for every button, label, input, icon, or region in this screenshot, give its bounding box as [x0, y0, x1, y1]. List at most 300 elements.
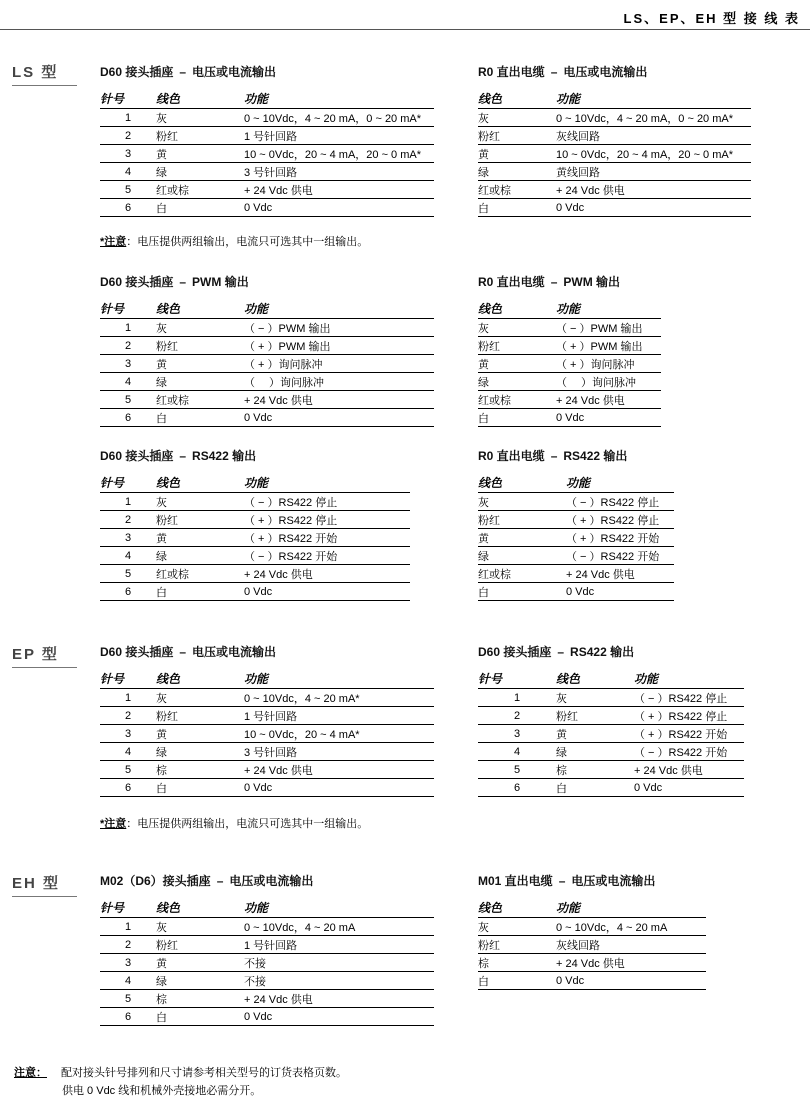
- function: 3 号针回路: [244, 163, 434, 181]
- footer-label: 注意：: [14, 1067, 47, 1079]
- table-row: [478, 373, 661, 391]
- function: 0 Vdc: [566, 583, 674, 601]
- block-title: [478, 63, 751, 80]
- table-row: [478, 127, 751, 145]
- function: 0 Vdc: [244, 1008, 434, 1026]
- table-row: [478, 689, 744, 707]
- function: （ − ）RS422 停止: [244, 493, 410, 511]
- wiring-table: [478, 899, 706, 990]
- wire-color: 白: [478, 972, 556, 990]
- title-dash: –: [216, 874, 224, 888]
- column-header: 线色: [556, 670, 634, 689]
- wire-color: 粉红: [556, 707, 634, 725]
- function: （ + ）PWM 输出: [556, 337, 661, 355]
- function: 0 Vdc: [556, 972, 706, 990]
- table-header-row: [478, 300, 661, 319]
- pin-number: 4: [100, 972, 156, 990]
- table-row: [100, 145, 434, 163]
- function: 0 Vdc: [244, 779, 434, 797]
- wiring-table: [478, 474, 674, 601]
- block-title: [100, 447, 410, 464]
- pin-number: 1: [100, 319, 156, 337]
- wire-color: 绿: [156, 163, 244, 181]
- function: + 24 Vdc 供电: [556, 954, 706, 972]
- pin-number: 5: [100, 181, 156, 199]
- wire-color: 白: [156, 583, 244, 601]
- table-row: [100, 109, 434, 127]
- column-header: 线色: [156, 899, 244, 918]
- wire-color: 黄: [478, 529, 566, 547]
- table-row: [100, 391, 434, 409]
- pin-number: 2: [100, 511, 156, 529]
- table-header-row: [100, 90, 434, 109]
- column-header: 线色: [478, 899, 556, 918]
- ls-note: [100, 233, 368, 249]
- pin-number: 4: [100, 163, 156, 181]
- table-row: [100, 337, 434, 355]
- wire-color: 黄: [478, 355, 556, 373]
- function: 灰线回路: [556, 127, 751, 145]
- table-row: [100, 511, 410, 529]
- table-row: [100, 493, 410, 511]
- block-title: [100, 872, 434, 889]
- section-label-ls: LS 型: [12, 61, 77, 86]
- function: 0 Vdc: [244, 199, 434, 217]
- table-row: [478, 547, 674, 565]
- ls-d60-analog-block: [100, 63, 434, 217]
- connector-name: R0 直出电缆: [478, 275, 545, 289]
- function: 0 ~ 10Vdc，4 ~ 20 mA，0 ~ 20 mA*: [556, 109, 751, 127]
- block-title: [100, 273, 434, 290]
- wire-color: 红或棕: [156, 565, 244, 583]
- table-header-row: [478, 474, 674, 493]
- function: 0 ~ 10Vdc，4 ~ 20 mA，0 ~ 20 mA*: [244, 109, 434, 127]
- wire-color: 绿: [478, 163, 556, 181]
- wire-color: 灰: [156, 109, 244, 127]
- block-title: [478, 447, 674, 464]
- column-header: 线色: [478, 474, 566, 493]
- function: 1 号针回路: [244, 936, 434, 954]
- function: 灰线回路: [556, 936, 706, 954]
- ls-r0-analog-block: [478, 63, 751, 217]
- function: （ − ）RS422 停止: [566, 493, 674, 511]
- table-row: [100, 373, 434, 391]
- pin-number: 6: [100, 1008, 156, 1026]
- function: 0 Vdc: [556, 409, 661, 427]
- table-row: [100, 761, 434, 779]
- wire-color: 白: [156, 409, 244, 427]
- function: （ − ）PWM 输出: [244, 319, 434, 337]
- pin-number: 6: [100, 409, 156, 427]
- table-row: [478, 511, 674, 529]
- wire-color: 黄: [156, 145, 244, 163]
- output-type: RS422 输出: [563, 449, 628, 463]
- wire-color: 白: [478, 583, 566, 601]
- table-row: [478, 707, 744, 725]
- wire-color: 灰: [556, 689, 634, 707]
- connector-name: R0 直出电缆: [478, 449, 545, 463]
- wiring-table: [100, 300, 434, 427]
- connector-name: D60 接头插座: [100, 645, 174, 659]
- wire-color: 灰: [156, 689, 244, 707]
- pin-number: 5: [478, 761, 556, 779]
- table-row: [478, 583, 674, 601]
- function: （ + ）询问脉冲: [244, 355, 434, 373]
- table-row: [100, 127, 434, 145]
- pin-number: 1: [100, 689, 156, 707]
- table-row: [478, 109, 751, 127]
- function: 黄线回路: [556, 163, 751, 181]
- table-row: [100, 707, 434, 725]
- section-label-eh: EH 型: [12, 872, 77, 897]
- wire-color: 红或棕: [156, 181, 244, 199]
- table-row: [478, 743, 744, 761]
- eh-m02-analog-block: [100, 872, 434, 1026]
- pin-number: 2: [478, 707, 556, 725]
- block-title: [478, 872, 706, 889]
- function: （ + ）RS422 开始: [244, 529, 410, 547]
- ls-r0-pwm-block: [478, 273, 661, 427]
- column-header: 功能: [556, 300, 661, 319]
- wiring-table: [100, 899, 434, 1026]
- eh-m01-analog-block: [478, 872, 706, 990]
- output-type: RS422 输出: [570, 645, 635, 659]
- column-header: 功能: [566, 474, 674, 493]
- wire-color: 红或棕: [478, 565, 566, 583]
- function: （ − ）PWM 输出: [556, 319, 661, 337]
- title-dash: –: [179, 275, 187, 289]
- wire-color: 粉红: [478, 936, 556, 954]
- function: + 24 Vdc 供电: [556, 391, 661, 409]
- pin-number: 6: [100, 199, 156, 217]
- function: + 24 Vdc 供电: [244, 391, 434, 409]
- column-header: 线色: [478, 90, 556, 109]
- function: 0 ~ 10Vdc，4 ~ 20 mA: [556, 918, 706, 936]
- wire-color: 粉红: [156, 707, 244, 725]
- table-row: [478, 355, 661, 373]
- wire-color: 粉红: [156, 511, 244, 529]
- wire-color: 黄: [478, 145, 556, 163]
- ls-d60-rs422-block: [100, 447, 410, 601]
- table-row: [100, 199, 434, 217]
- wire-color: 绿: [156, 547, 244, 565]
- title-dash: –: [179, 65, 187, 79]
- footer-line-1: 配对接头针号排列和尺寸请参考相关型号的订货表格页数。: [61, 1067, 347, 1079]
- connector-name: D60 接头插座: [100, 65, 174, 79]
- table-row: [100, 743, 434, 761]
- function: 10 ~ 0Vdc，20 ~ 4 mA，20 ~ 0 mA*: [244, 145, 434, 163]
- table-row: [100, 918, 434, 936]
- function: + 24 Vdc 供电: [244, 181, 434, 199]
- pin-number: 3: [100, 529, 156, 547]
- output-type: 电压或电流输出: [571, 874, 656, 888]
- table-row: [100, 725, 434, 743]
- table-row: [478, 199, 751, 217]
- wire-color: 灰: [478, 109, 556, 127]
- column-header: 功能: [556, 899, 706, 918]
- wire-color: 灰: [156, 493, 244, 511]
- column-header: 功能: [244, 90, 434, 109]
- footer-note: [14, 1064, 347, 1100]
- pin-number: 5: [100, 761, 156, 779]
- block-title: [100, 643, 434, 660]
- wire-color: 绿: [156, 972, 244, 990]
- pin-number: 3: [100, 954, 156, 972]
- column-header: 功能: [556, 90, 751, 109]
- column-header: 针号: [100, 670, 156, 689]
- column-header: 线色: [156, 474, 244, 493]
- connector-name: M01 直出电缆: [478, 874, 553, 888]
- output-type: 电压或电流输出: [192, 65, 277, 79]
- pin-number: 2: [100, 337, 156, 355]
- output-type: 电压或电流输出: [229, 874, 314, 888]
- wiring-table: [100, 670, 434, 797]
- table-row: [478, 493, 674, 511]
- table-header-row: [478, 90, 751, 109]
- table-row: [478, 565, 674, 583]
- column-header: 针号: [100, 90, 156, 109]
- header-rule: [0, 29, 810, 30]
- pin-number: 4: [478, 743, 556, 761]
- wire-color: 灰: [478, 918, 556, 936]
- function: + 24 Vdc 供电: [244, 990, 434, 1008]
- function: （ + ）RS422 停止: [244, 511, 410, 529]
- column-header: 针号: [100, 474, 156, 493]
- table-row: [100, 355, 434, 373]
- function: 1 号针回路: [244, 707, 434, 725]
- pin-number: 2: [100, 936, 156, 954]
- wire-color: 黄: [156, 954, 244, 972]
- wire-color: 绿: [478, 547, 566, 565]
- wire-color: 白: [156, 1008, 244, 1026]
- function: 0 ~ 10Vdc，4 ~ 20 mA*: [244, 689, 434, 707]
- table-row: [100, 1008, 434, 1026]
- function: 10 ~ 0Vdc，20 ~ 4 mA*: [244, 725, 434, 743]
- column-header: 针号: [100, 899, 156, 918]
- table-row: [100, 936, 434, 954]
- ls-note-text: ：电压提供两组输出，电流只可选其中一组输出。: [126, 236, 369, 248]
- wire-color: 灰: [156, 319, 244, 337]
- function: 不接: [244, 972, 434, 990]
- wire-color: 粉红: [478, 511, 566, 529]
- table-row: [100, 163, 434, 181]
- function: （ − ）RS422 开始: [566, 547, 674, 565]
- wire-color: 粉红: [478, 337, 556, 355]
- wire-color: 红或棕: [478, 181, 556, 199]
- wire-color: 棕: [478, 954, 556, 972]
- function: （ ）询问脉冲: [244, 373, 434, 391]
- wire-color: 红或棕: [156, 391, 244, 409]
- function: 不接: [244, 954, 434, 972]
- wire-color: 粉红: [156, 337, 244, 355]
- ep-note-label: *注意: [100, 818, 127, 830]
- title-dash: –: [558, 874, 566, 888]
- table-row: [478, 725, 744, 743]
- function: 0 ~ 10Vdc，4 ~ 20 mA: [244, 918, 434, 936]
- wire-color: 绿: [156, 743, 244, 761]
- function: 10 ~ 0Vdc，20 ~ 4 mA，20 ~ 0 mA*: [556, 145, 751, 163]
- table-row: [478, 779, 744, 797]
- title-dash: –: [550, 449, 558, 463]
- wire-color: 白: [156, 779, 244, 797]
- wire-color: 棕: [156, 761, 244, 779]
- wire-color: 黄: [556, 725, 634, 743]
- pin-number: 6: [100, 779, 156, 797]
- ls-note-label: *注意: [100, 236, 127, 248]
- function: 0 Vdc: [244, 409, 434, 427]
- table-row: [478, 954, 706, 972]
- pin-number: 6: [100, 583, 156, 601]
- table-row: [100, 547, 410, 565]
- ep-d60-analog-block: [100, 643, 434, 797]
- column-header: 功能: [244, 474, 410, 493]
- wire-color: 黄: [156, 725, 244, 743]
- connector-name: R0 直出电缆: [478, 65, 545, 79]
- column-header: 针号: [478, 670, 556, 689]
- wire-color: 白: [478, 409, 556, 427]
- column-header: 针号: [100, 300, 156, 319]
- connector-name: D60 接头插座: [100, 275, 174, 289]
- table-row: [100, 583, 410, 601]
- wire-color: 灰: [478, 319, 556, 337]
- pin-number: 1: [100, 109, 156, 127]
- wire-color: 白: [478, 199, 556, 217]
- ls-r0-rs422-block: [478, 447, 674, 601]
- wire-color: 红或棕: [478, 391, 556, 409]
- pin-number: 3: [100, 725, 156, 743]
- wire-color: 白: [156, 199, 244, 217]
- ls-d60-pwm-block: [100, 273, 434, 427]
- wire-color: 黄: [156, 355, 244, 373]
- connector-name: D60 接头插座: [100, 449, 174, 463]
- table-row: [478, 936, 706, 954]
- wire-color: 绿: [478, 373, 556, 391]
- output-type: 电压或电流输出: [192, 645, 277, 659]
- function: + 24 Vdc 供电: [244, 565, 410, 583]
- block-title: [100, 63, 434, 80]
- function: + 24 Vdc 供电: [634, 761, 744, 779]
- wire-color: 棕: [556, 761, 634, 779]
- wire-color: 灰: [156, 918, 244, 936]
- table-row: [100, 565, 410, 583]
- table-row: [478, 145, 751, 163]
- column-header: 功能: [244, 899, 434, 918]
- table-row: [478, 409, 661, 427]
- function: + 24 Vdc 供电: [244, 761, 434, 779]
- wire-color: 绿: [556, 743, 634, 761]
- title-dash: –: [179, 449, 187, 463]
- title-dash: –: [550, 275, 558, 289]
- table-header-row: [478, 670, 744, 689]
- pin-number: 5: [100, 990, 156, 1008]
- table-row: [100, 409, 434, 427]
- table-row: [478, 163, 751, 181]
- function: （ + ）RS422 开始: [566, 529, 674, 547]
- connector-name: M02（D6）接头插座: [100, 874, 211, 888]
- output-type: PWM 输出: [563, 275, 621, 289]
- column-header: 线色: [156, 90, 244, 109]
- connector-name: D60 接头插座: [478, 645, 552, 659]
- ep-d60-rs422-block: [478, 643, 744, 797]
- table-row: [478, 181, 751, 199]
- wire-color: 粉红: [156, 127, 244, 145]
- wiring-table: [100, 90, 434, 217]
- output-type: 电压或电流输出: [563, 65, 648, 79]
- table-row: [100, 689, 434, 707]
- wire-color: 黄: [156, 529, 244, 547]
- column-header: 线色: [478, 300, 556, 319]
- pin-number: 1: [100, 493, 156, 511]
- block-title: [478, 273, 661, 290]
- wiring-table: [478, 670, 744, 797]
- table-row: [478, 761, 744, 779]
- function: 0 Vdc: [634, 779, 744, 797]
- table-row: [478, 972, 706, 990]
- pin-number: 3: [478, 725, 556, 743]
- ep-note: [100, 815, 368, 831]
- output-type: PWM 输出: [192, 275, 249, 289]
- function: 1 号针回路: [244, 127, 434, 145]
- table-row: [478, 529, 674, 547]
- table-row: [100, 990, 434, 1008]
- wiring-table: [478, 300, 661, 427]
- table-row: [478, 319, 661, 337]
- column-header: 功能: [634, 670, 744, 689]
- pin-number: 5: [100, 391, 156, 409]
- pin-number: 4: [100, 373, 156, 391]
- pin-number: 2: [100, 707, 156, 725]
- pin-number: 5: [100, 565, 156, 583]
- title-dash: –: [550, 65, 558, 79]
- table-row: [100, 529, 410, 547]
- pin-number: 1: [100, 918, 156, 936]
- table-row: [100, 954, 434, 972]
- table-header-row: [100, 300, 434, 319]
- table-header-row: [100, 670, 434, 689]
- ep-note-text: ：电压提供两组输出，电流只可选其中一组输出。: [126, 818, 369, 830]
- pin-number: 6: [478, 779, 556, 797]
- table-row: [100, 972, 434, 990]
- function: （ ）询问脉冲: [556, 373, 661, 391]
- wiring-table: [478, 90, 751, 217]
- pin-number: 4: [100, 547, 156, 565]
- wiring-table: [100, 474, 410, 601]
- function: （ − ）RS422 开始: [244, 547, 410, 565]
- block-title: [478, 643, 744, 660]
- pin-number: 2: [100, 127, 156, 145]
- function: 0 Vdc: [556, 199, 751, 217]
- table-row: [100, 779, 434, 797]
- function: （ − ）RS422 停止: [634, 689, 744, 707]
- title-dash: –: [179, 645, 187, 659]
- function: （ + ）询问脉冲: [556, 355, 661, 373]
- function: （ + ）RS422 停止: [566, 511, 674, 529]
- column-header: 线色: [156, 300, 244, 319]
- function: （ + ）RS422 停止: [634, 707, 744, 725]
- function: + 24 Vdc 供电: [566, 565, 674, 583]
- page-header-title: LS、EP、EH 型 接 线 表: [623, 11, 800, 26]
- function: + 24 Vdc 供电: [556, 181, 751, 199]
- pin-number: 1: [478, 689, 556, 707]
- table-row: [478, 918, 706, 936]
- pin-number: 3: [100, 355, 156, 373]
- table-row: [100, 319, 434, 337]
- table-header-row: [478, 899, 706, 918]
- output-type: RS422 输出: [192, 449, 257, 463]
- wire-color: 粉红: [478, 127, 556, 145]
- table-header-row: [100, 899, 434, 918]
- column-header: 功能: [244, 670, 434, 689]
